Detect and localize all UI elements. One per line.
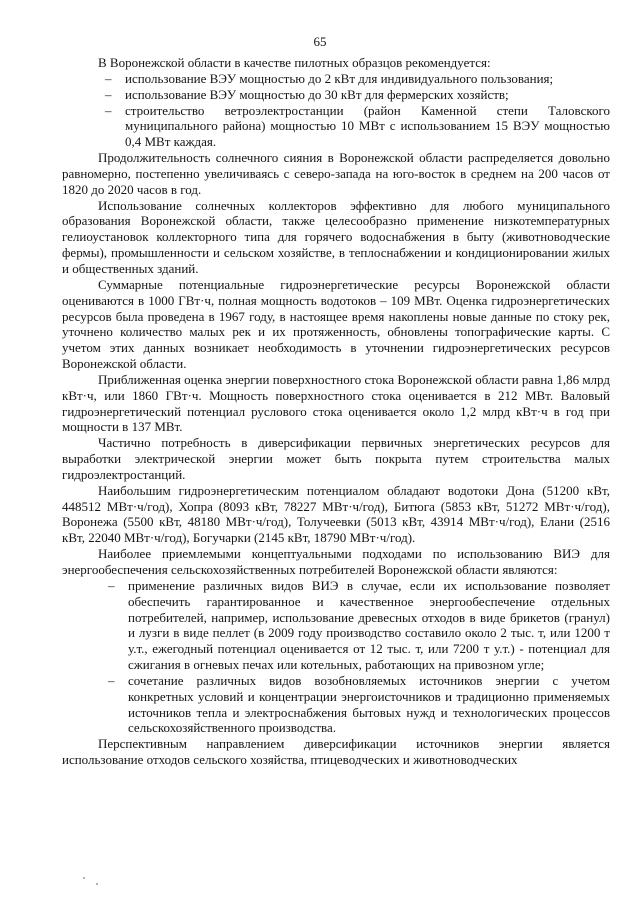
paragraph-surface-runoff: Приближенная оценка энергии поверхностного стока Воронежской области равна 1,86 млрд кВт·ч, или 1860 ГВт·ч. Мощность поверхностного стока оценивается в 212 МВт. Валовый гидроэнергетический потенциал руслового стока оценивается около 1,2 млрд кВт·ч в год при мощности в 137 МВт. xyxy=(62,371,610,435)
list-item xyxy=(108,673,610,736)
document-body xyxy=(62,55,610,768)
list-dash: – xyxy=(105,86,112,102)
scan-speck xyxy=(96,883,98,885)
list-item-text: строительство ветроэлектростанции (район Каменной степи Таловского муниципального района) мощностью 10 МВт с использованием 15 ВЭУ мощностью 0,4 МВт каждая. xyxy=(125,102,610,150)
paragraph-agricultural-waste: Перспективным направлением диверсификации источников энергии является использование отходов сельского хозяйства, птицеводческих и животноводческих xyxy=(62,736,610,768)
list-item-text: использование ВЭУ мощностью до 30 кВт для фермерских хозяйств; xyxy=(125,86,509,102)
list-item xyxy=(105,71,610,87)
list-item xyxy=(105,103,610,151)
list-item-text: применение различных видов ВИЭ в случае, если их использование позволяет обеспечить гарантированное и качественное энергообеспечение отдельных потребителей, например, использование древесных отходов в виде брикетов (гранул) и лузги в виде пеллет (в 2009 году производство составило около 2 тыс. т, или 1200 т у.т., ежегодный потенциал оценивается от 12 тыс. т, или 7200 т у.т.) - потенциал для сжигания в огневых печах или котельных, работающих на привозном угле; xyxy=(128,577,610,673)
paragraph-approaches: Наиболее приемлемыми концептуальными подходами по использованию ВИЭ для энергообеспечения сельскохозяйственных потребителей Воронежской области являются: xyxy=(62,546,610,577)
list-item-text: использование ВЭУ мощностью до 2 кВт для индивидуального пользования; xyxy=(125,70,554,86)
intro-paragraph: В Воронежской области в качестве пилотных образцов рекомендуется: xyxy=(98,55,491,70)
list-dash: – xyxy=(108,577,115,593)
paragraph-hydro-resources: Суммарные потенциальные гидроэнергетические ресурсы Воронежской области оцениваются в 1000 ГВт·ч, полная мощность водотоков – 109 МВт. Оценка гидроэнергетических ресурсов была проведена в 1967 году, в настоящее время накоплены новые данные по стоку рек, уточнено количество малых рек и их протяженность, обновлены топографические карты. С учетом этих данных возникает необходимость в уточнении гидроэнергетических ресурсов Воронежской области. xyxy=(62,276,610,372)
list-dash: – xyxy=(108,672,115,688)
list-item xyxy=(108,578,610,673)
list-item-text: сочетание различных видов возобновляемых источников энергии с учетом конкретных условий и концентрации энергоисточников и традиционно применяемых источников тепла и электроснабжения бытовых нужд и технологических процессов сельскохозяйственного производства. xyxy=(128,672,610,736)
list-dash: – xyxy=(105,102,112,118)
scan-speck xyxy=(83,877,85,879)
paragraph-rivers: Наибольшим гидроэнергетическим потенциалом обладают водотоки Дона (51200 кВт, 448512 МВт·ч/год), Хопра (8093 кВт, 78227 МВт·ч/год), Битюга (5853 кВт, 51272 МВт·ч/год), Воронежа (5500 кВт, 48180 МВт·ч/год), Толучеевки (5013 кВт, 43914 МВт·ч/год), Елани (2516 кВт, 22040 МВт·ч/год), Богучарки (2145 кВт, 18790 МВт·ч/год). xyxy=(62,482,610,546)
page-number: 65 xyxy=(313,34,327,49)
paragraph-diversification: Частично потребность в диверсификации первичных энергетических ресурсов для выработки электрической энергии может быть покрыта путем строительства малых гидроэлектростанций. xyxy=(62,435,610,482)
list-item xyxy=(105,87,610,103)
list-dash: – xyxy=(105,70,112,86)
paragraph-sun-duration: Продолжительность солнечного сияния в Воронежской области распределяется довольно равномерно, постепенно увеличиваясь с северо-запада на юго-восток в среднем на 200 часов от 1820 до 2020 часов в год. xyxy=(62,150,610,197)
paragraph-solar-collectors: Использование солнечных коллекторов эффективно для любого муниципального образования Воронежской области, также целесообразно применение низкотемпературных гелиоустановок коллекторного типа для горячего водоснабжения в быту (животноводческие фермы), промышленности и сельском хозяйстве, в теплоснабжении и кондиционировании жилых и общественных зданий. xyxy=(62,197,610,276)
